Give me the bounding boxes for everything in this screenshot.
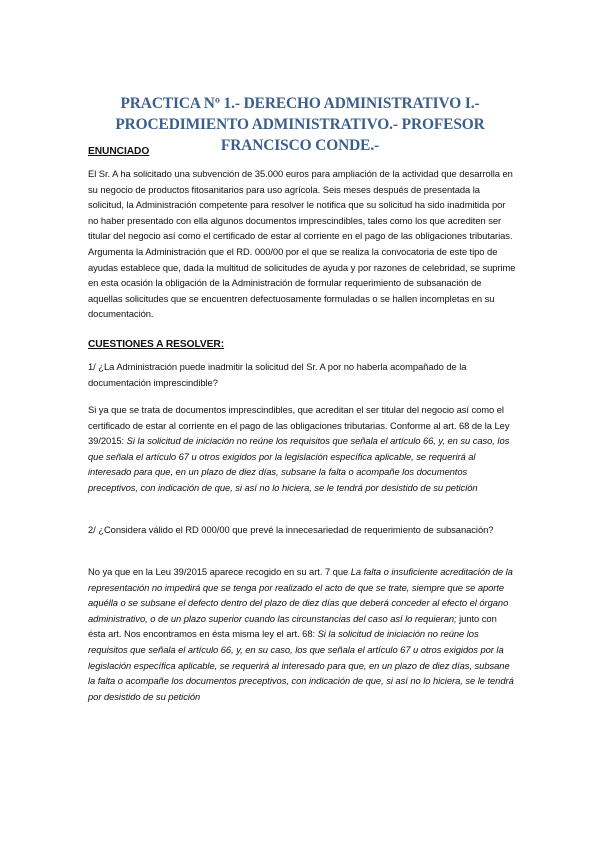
answer-2 — [88, 564, 516, 704]
enunciado-heading: ENUNCIADO — [88, 146, 150, 157]
answer-2-text-1: No ya que en la Leu 39/2015 aparece recogido en su art. 7 que — [88, 566, 351, 577]
answer-1-text: Si ya que se trata de documentos imprescindibles, que acreditan el ser titular del negocio así como el certificado de estar al corriente en el pago de las obligaciones tributarias. Conforme al art. 68 de la Ley 39/2015: — [88, 404, 510, 447]
answer-1-quote: Si la solicitud de iniciación no reúne los requisitos que señala el artículo 66, y, en su caso, los que señala el artículo 67 u otros exigidos por la legislación específica aplicable, se requerirá al interesado para que, en un plazo de diez días, subsane la falta o acompañe los documentos preceptivos, con indicación de que, si así no lo hiciera, se le tendrá por desistido de su petición — [88, 435, 510, 493]
enunciado-paragraph: El Sr. A ha solicitado una subvención de 35.000 euros para ampliación de la actividad que desarrolla en su negocio de productos fitosanitarios para uso agrícola. Seis meses después de presentada la solicitud, la Administración competente para resolver le notifica que su solicitud ha sido inadmitida por no haber presentado con ella algunos documentos imprescindibles, tales como los que acrediten ser titular del negocio así como el certificado de estar al corriente en el pago de las obligaciones tributarias. Argumenta la Administración que el RD. 000/00 por el que se realiza la convocatoria de este tipo de ayudas establece que, dada la multitud de solicitudes de ayuda y por razones de celebridad, se suprime en esta ocasión la obligación de la Administración de formular requerimiento de subsanación de aquellas solicitudes que se encuentren defectuosamente formuladas o se hallen incompletas en su documentación. — [88, 168, 516, 320]
answer-2-text-2: junto con ésta art. Nos encontramos en ésta misma ley el art. 68: — [88, 612, 497, 640]
answer-2-quote-2: Si la solicitud de iniciación no reúne los requisitos que señala el artículo 66, y, en su caso, los que señala el artículo 67 u otros exigidos por la legislación específica aplicable, se requerirá al interesado para que, en un plazo de diez días, subsane la falta o acompañe los documentos preceptivos, con indicación de que, si así no lo hiciera, se le tendrá por desistido de su petición — [88, 628, 514, 702]
question-1: 1/ ¿La Administración puede inadmitir la solicitud del Sr. A por no haberla acompañado de la documentación imprescindible? — [88, 361, 467, 388]
answer-1 — [88, 402, 516, 496]
answer-2-quote-1: La falta o insuficiente acreditación de la representación no impedirá que se tenga por realizado el acto de que se trate, siempre que se aporte aquélla o se subsane el defecto dentro del plazo de diez días que deberá conceder al efecto el órgano administrativo, o de un plazo superior cuando las circunstancias del caso así lo requieran; — [88, 566, 513, 624]
cuestiones-heading: CUESTIONES A RESOLVER: — [88, 339, 225, 350]
page-title: PRACTICA Nº 1.- DERECHO ADMINISTRATIVO I.- PROCEDIMIENTO ADMINISTRATIVO.- PROFESOR FRANCISCO CONDE.- — [115, 95, 485, 154]
question-2: 2/ ¿Considera válido el RD 000/00 que prevé la innecesariedad de requerimiento de subsanación? — [88, 524, 494, 535]
